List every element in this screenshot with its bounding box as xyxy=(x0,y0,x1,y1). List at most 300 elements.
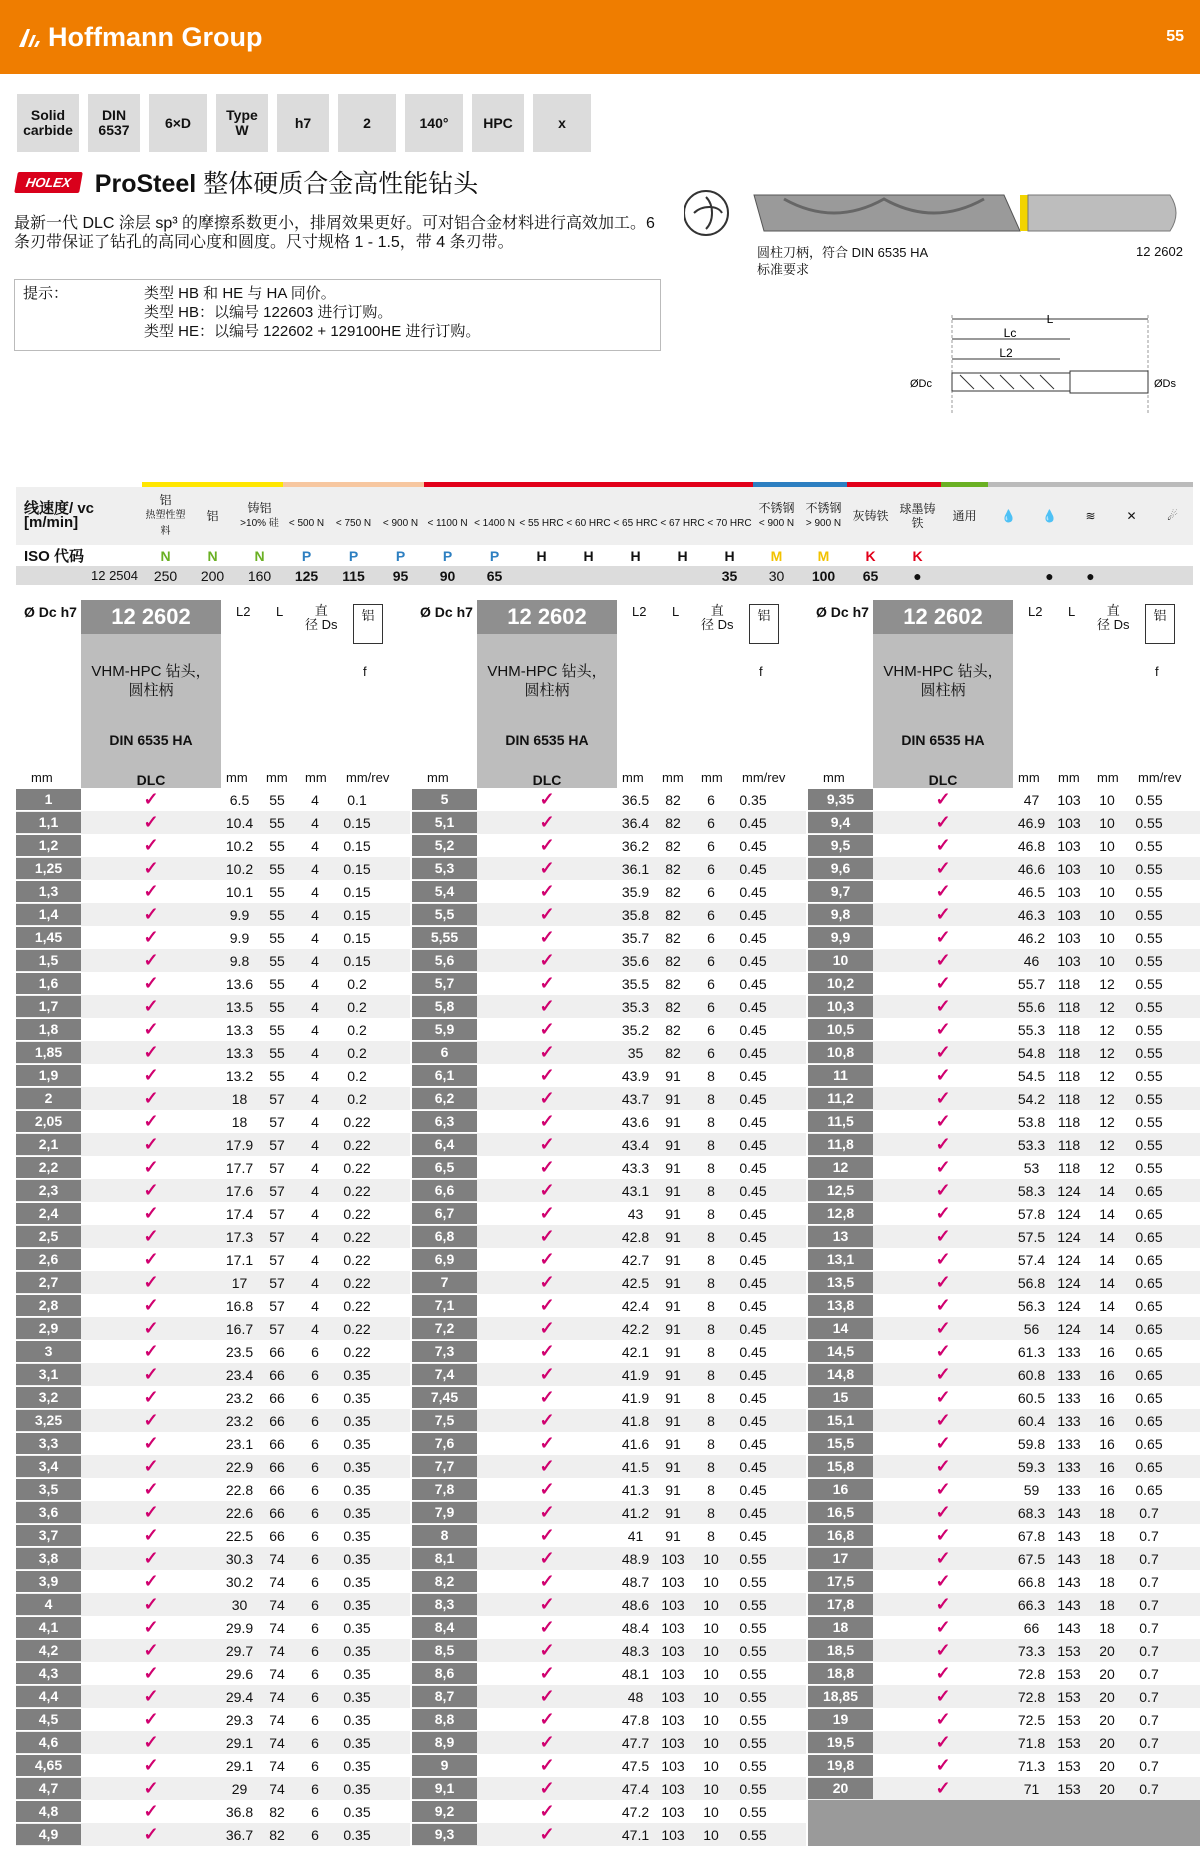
ds-cell: 12 xyxy=(1099,1159,1115,1176)
feed-cell: 0.7 xyxy=(1139,1757,1159,1774)
diameter-cell: 6,7 xyxy=(412,1203,477,1224)
table-row xyxy=(808,1639,1200,1662)
l2-cell: 17.9 xyxy=(225,1136,254,1153)
feed-cell: 0.55 xyxy=(739,1803,767,1820)
table-row xyxy=(808,1179,1200,1202)
ds-cell: 10 xyxy=(1099,837,1115,854)
l-cell: 118 xyxy=(1057,1136,1081,1153)
table-row xyxy=(412,1340,806,1363)
diameter-cell: 19,5 xyxy=(808,1732,873,1753)
l2-cell: 10.4 xyxy=(225,814,254,831)
diameter-cell: 5,6 xyxy=(412,950,477,971)
feed-cell: 0.22 xyxy=(343,1205,371,1222)
feed-cell: 0.7 xyxy=(1139,1550,1159,1567)
coating-label: DLC xyxy=(873,772,1013,788)
col-f: f xyxy=(759,664,763,679)
feed-cell: 0.7 xyxy=(1139,1642,1159,1659)
feed-cell: 0.22 xyxy=(343,1274,371,1291)
l-cell: 103 xyxy=(1057,860,1081,877)
l-cell: 153 xyxy=(1057,1734,1081,1751)
table-row xyxy=(412,1593,806,1616)
product-table-block xyxy=(16,600,410,1844)
diameter-cell: 3,7 xyxy=(16,1525,81,1546)
intro-text: 最新一代 DLC 涂层 sp³ 的摩擦系数更小，排屑效果更好。可对铝合金材料进行高效加工。6 条刃带保证了钻孔的高同心度和圆度。尺寸规格 1 - 1.5，带 4 条刃带。 xyxy=(14,215,655,251)
diameter-cell: 18,5 xyxy=(808,1640,873,1661)
l-cell: 74 xyxy=(269,1596,285,1613)
table-row xyxy=(412,1662,806,1685)
available-check-icon: ✓ xyxy=(143,1387,159,1407)
diameter-cell: 15,1 xyxy=(808,1410,873,1431)
l2-cell: 53 xyxy=(1023,1159,1040,1176)
table-row xyxy=(16,972,410,995)
diameter-cell: 4,1 xyxy=(16,1617,81,1638)
table-row xyxy=(16,880,410,903)
l2-cell: 41.9 xyxy=(621,1389,650,1406)
l-cell: 124 xyxy=(1057,1320,1081,1337)
diameter-cell: 3,9 xyxy=(16,1571,81,1592)
feed-cell: 0.2 xyxy=(347,1021,367,1038)
feature-badge: DIN 6537 xyxy=(88,94,140,152)
l-cell: 153 xyxy=(1057,1711,1081,1728)
diameter-cell: 12,5 xyxy=(808,1180,873,1201)
available-check-icon: ✓ xyxy=(539,1088,555,1108)
l2-cell: 10.2 xyxy=(225,860,254,877)
ds-cell: 10 xyxy=(1099,929,1115,946)
ds-cell: 6 xyxy=(707,906,715,923)
available-check-icon: ✓ xyxy=(539,1226,555,1246)
ds-cell: 6 xyxy=(311,1435,319,1452)
iso-code: H xyxy=(630,547,641,564)
iso-code: M xyxy=(770,547,783,564)
ds-cell: 4 xyxy=(311,791,319,808)
feed-cell: 0.45 xyxy=(739,1435,767,1452)
available-check-icon: ✓ xyxy=(539,1180,555,1200)
col-l: L xyxy=(276,604,284,619)
l-cell: 82 xyxy=(665,791,681,808)
iso-code: N xyxy=(207,547,218,564)
diameter-cell: 10,8 xyxy=(808,1042,873,1063)
l-cell: 124 xyxy=(1057,1182,1081,1199)
diameter-cell: 9,3 xyxy=(412,1824,477,1845)
col-l: L xyxy=(1068,604,1076,619)
page-header xyxy=(0,0,1200,74)
diameter-cell: 8,2 xyxy=(412,1571,477,1592)
iso-code: P xyxy=(442,547,453,564)
table-row xyxy=(16,1271,410,1294)
feed-cell: 0.65 xyxy=(1135,1182,1163,1199)
feed-cell: 0.7 xyxy=(1139,1734,1159,1751)
table-row xyxy=(412,1777,806,1800)
feed-cell: 0.55 xyxy=(739,1665,767,1682)
l-cell: 55 xyxy=(269,952,285,969)
ds-cell: 4 xyxy=(311,860,319,877)
l-cell: 66 xyxy=(269,1389,285,1406)
l-cell: 91 xyxy=(665,1090,681,1107)
l-cell: 103 xyxy=(1057,837,1081,854)
diameter-cell: 17,8 xyxy=(808,1594,873,1615)
feed-cell: 0.22 xyxy=(343,1136,371,1153)
table-row xyxy=(808,1800,1200,1823)
table-row xyxy=(16,1018,410,1041)
l-cell: 91 xyxy=(665,1297,681,1314)
l-cell: 74 xyxy=(269,1688,285,1705)
feed-cell: 0.45 xyxy=(739,1044,767,1061)
l-cell: 82 xyxy=(269,1803,285,1820)
l2-cell: 43.9 xyxy=(621,1067,650,1084)
l-cell: 103 xyxy=(661,1711,685,1728)
l-cell: 91 xyxy=(665,1274,681,1291)
table-row xyxy=(16,1731,410,1754)
l2-cell: 60.5 xyxy=(1017,1389,1046,1406)
ds-cell: 8 xyxy=(707,1182,715,1199)
diameter-cell: 4,7 xyxy=(16,1778,81,1799)
available-check-icon: ✓ xyxy=(143,1180,159,1200)
diameter-cell: 10,3 xyxy=(808,996,873,1017)
col-f: f xyxy=(1155,664,1159,679)
hoffmann-logo-icon xyxy=(16,25,42,51)
table-row xyxy=(412,1685,806,1708)
diameter-cell: 13,5 xyxy=(808,1272,873,1293)
diameter-cell: 9,9 xyxy=(808,927,873,948)
l-cell: 143 xyxy=(1057,1619,1081,1636)
l-cell: 57 xyxy=(269,1205,285,1222)
table-row xyxy=(16,1156,410,1179)
dc-label: Ø Dc h7 xyxy=(24,604,77,620)
ds-cell: 4 xyxy=(311,1205,319,1222)
diameter-cell: 5,9 xyxy=(412,1019,477,1040)
diameter-cell: 9,5 xyxy=(808,835,873,856)
unit-l2: mm xyxy=(622,770,644,785)
l2-cell: 23.4 xyxy=(225,1366,254,1383)
available-check-icon: ✓ xyxy=(935,1732,951,1752)
table-row xyxy=(808,1501,1200,1524)
l2-cell: 59.8 xyxy=(1017,1435,1046,1452)
l-cell: 91 xyxy=(665,1228,681,1245)
table-row xyxy=(412,1248,806,1271)
l2-cell: 59.3 xyxy=(1017,1458,1046,1475)
available-check-icon: ✓ xyxy=(143,835,159,855)
material-col-label: 不锈钢 < 900 N xyxy=(753,487,800,545)
ds-cell: 6 xyxy=(311,1458,319,1475)
unit-ds: mm xyxy=(1097,770,1119,785)
l2-cell: 43.3 xyxy=(621,1159,650,1176)
ds-cell: 12 xyxy=(1099,1090,1115,1107)
l-cell: 91 xyxy=(665,1412,681,1429)
l2-cell: 35.8 xyxy=(621,906,650,923)
available-check-icon: ✓ xyxy=(143,973,159,993)
diameter-cell: 6,5 xyxy=(412,1157,477,1178)
l-cell: 143 xyxy=(1057,1504,1081,1521)
unit-f: mm/rev xyxy=(346,770,390,785)
feed-cell: 0.35 xyxy=(343,1435,371,1452)
l2-cell: 54.8 xyxy=(1017,1044,1046,1061)
available-check-icon: ✓ xyxy=(143,1709,159,1729)
table-row xyxy=(412,1731,806,1754)
ds-cell: 20 xyxy=(1099,1642,1115,1659)
l-cell: 74 xyxy=(269,1780,285,1797)
feed-cell: 0.45 xyxy=(739,860,767,877)
l-cell: 91 xyxy=(665,1159,681,1176)
l-cell: 103 xyxy=(661,1596,685,1613)
feed-cell: 0.22 xyxy=(343,1251,371,1268)
feed-cell: 0.22 xyxy=(343,1228,371,1245)
available-check-icon: ✓ xyxy=(143,1617,159,1637)
feed-cell: 0.45 xyxy=(739,1320,767,1337)
l-cell: 55 xyxy=(269,975,285,992)
l-cell: 57 xyxy=(269,1182,285,1199)
article-code: 12 2602 xyxy=(477,600,617,634)
speed-value: 35 xyxy=(706,566,753,585)
unit-ds: mm xyxy=(701,770,723,785)
unit-dc: mm xyxy=(31,770,53,785)
brand-logo xyxy=(16,22,262,53)
feed-cell: 0.55 xyxy=(1135,1113,1163,1130)
diameter-cell: 2,3 xyxy=(16,1180,81,1201)
diameter-cell: 13,1 xyxy=(808,1249,873,1270)
available-check-icon: ✓ xyxy=(539,812,555,832)
iso-label: ISO 代码 xyxy=(24,548,85,565)
l2-cell: 30.2 xyxy=(225,1573,254,1590)
feed-cell: 0.45 xyxy=(739,1274,767,1291)
feed-cell: 0.55 xyxy=(1135,1090,1163,1107)
table-row xyxy=(412,880,806,903)
ds-cell: 4 xyxy=(311,1274,319,1291)
l-cell: 118 xyxy=(1057,975,1081,992)
feed-cell: 0.35 xyxy=(343,1527,371,1544)
l2-cell: 41.8 xyxy=(621,1412,650,1429)
diameter-cell: 2,5 xyxy=(16,1226,81,1247)
l-cell: 91 xyxy=(665,1182,681,1199)
ds-cell: 16 xyxy=(1099,1343,1115,1360)
feed-cell: 0.65 xyxy=(1135,1274,1163,1291)
ds-cell: 16 xyxy=(1099,1412,1115,1429)
l2-cell: 29.9 xyxy=(225,1619,254,1636)
diameter-cell: 6,6 xyxy=(412,1180,477,1201)
dc-label: Ø Dc h7 xyxy=(420,604,473,620)
brand-name: Hoffmann Group xyxy=(48,22,263,52)
l-cell: 74 xyxy=(269,1619,285,1636)
ds-cell: 6 xyxy=(707,1044,715,1061)
l2-cell: 41.2 xyxy=(621,1504,650,1521)
l2-cell: 72.8 xyxy=(1017,1688,1046,1705)
diameter-cell: 1,85 xyxy=(16,1042,81,1063)
l2-cell: 41 xyxy=(627,1527,644,1544)
ds-cell: 10 xyxy=(703,1688,719,1705)
table-row xyxy=(412,788,806,811)
feed-cell: 0.55 xyxy=(1135,929,1163,946)
ds-cell: 10 xyxy=(1099,952,1115,969)
l-cell: 103 xyxy=(1057,883,1081,900)
diameter-cell: 1,7 xyxy=(16,996,81,1017)
available-check-icon: ✓ xyxy=(539,1663,555,1683)
diameter-cell: 9,8 xyxy=(808,904,873,925)
speed-value xyxy=(941,566,988,585)
available-check-icon: ✓ xyxy=(539,1341,555,1361)
iso-code xyxy=(941,545,988,566)
ds-cell: 8 xyxy=(707,1251,715,1268)
available-check-icon: ✓ xyxy=(143,1318,159,1338)
table-row xyxy=(808,1777,1200,1800)
feature-badges xyxy=(17,94,591,152)
table-row xyxy=(412,1156,806,1179)
feed-cell: 0.15 xyxy=(343,929,371,946)
product-table-block xyxy=(412,600,806,1844)
l-cell: 55 xyxy=(269,837,285,854)
feed-cell: 0.45 xyxy=(739,929,767,946)
table-row xyxy=(16,811,410,834)
diameter-cell: 7,45 xyxy=(412,1387,477,1408)
available-check-icon: ✓ xyxy=(935,950,951,970)
l2-cell: 73.3 xyxy=(1017,1642,1046,1659)
article-desc: VHM-HPC 钻头， 圆柱柄 xyxy=(487,663,607,699)
feed-cell: 0.55 xyxy=(1135,906,1163,923)
table-row xyxy=(808,1225,1200,1248)
available-check-icon: ✓ xyxy=(143,996,159,1016)
available-check-icon: ✓ xyxy=(935,1249,951,1269)
diameter-cell: 2,6 xyxy=(16,1249,81,1270)
available-check-icon: ✓ xyxy=(143,1502,159,1522)
ds-cell: 6 xyxy=(311,1757,319,1774)
l2-cell: 35.3 xyxy=(621,998,650,1015)
feed-cell: 0.7 xyxy=(1139,1688,1159,1705)
dim-Dc: ØDc xyxy=(910,378,932,390)
col-ds: 直 径 Ds xyxy=(1097,603,1130,632)
table-row xyxy=(412,1524,806,1547)
block-header xyxy=(412,600,806,788)
l2-cell: 46.6 xyxy=(1017,860,1046,877)
ds-cell: 6 xyxy=(707,791,715,808)
ds-cell: 4 xyxy=(311,906,319,923)
material-col-label: 铝 热塑性塑料 xyxy=(142,487,189,545)
iso-code: P xyxy=(489,547,500,564)
available-check-icon: ✓ xyxy=(935,1387,951,1407)
feed-cell: 0.35 xyxy=(343,1757,371,1774)
l2-cell: 42.4 xyxy=(621,1297,650,1314)
l2-cell: 36.7 xyxy=(225,1826,254,1843)
feed-cell: 0.55 xyxy=(739,1711,767,1728)
table-row xyxy=(808,1110,1200,1133)
ds-cell: 10 xyxy=(1099,814,1115,831)
table-row xyxy=(16,1570,410,1593)
ds-cell: 10 xyxy=(703,1757,719,1774)
table-row xyxy=(412,1501,806,1524)
available-check-icon: ✓ xyxy=(935,904,951,924)
title-row xyxy=(16,164,478,200)
ds-cell: 4 xyxy=(311,1182,319,1199)
feature-badge: 140° xyxy=(405,94,463,152)
feature-badge: h7 xyxy=(277,94,329,152)
material-col-label: < 1100 N xyxy=(424,487,471,545)
table-row xyxy=(412,1202,806,1225)
diameter-cell: 7 xyxy=(412,1272,477,1293)
diameter-cell: 4,4 xyxy=(16,1686,81,1707)
feed-cell: 0.45 xyxy=(739,1159,767,1176)
diameter-cell: 8,1 xyxy=(412,1548,477,1569)
diameter-cell: 11 xyxy=(808,1065,873,1086)
diameter-cell: 2,7 xyxy=(16,1272,81,1293)
available-check-icon: ✓ xyxy=(539,1732,555,1752)
product-table-block xyxy=(808,600,1200,1798)
col-ds: 直 径 Ds xyxy=(305,603,338,632)
l2-cell: 43 xyxy=(627,1205,644,1222)
table-row xyxy=(808,1386,1200,1409)
table-row xyxy=(16,1340,410,1363)
table-row xyxy=(808,972,1200,995)
ds-cell: 8 xyxy=(707,1205,715,1222)
table-row xyxy=(412,1133,806,1156)
l2-cell: 10.1 xyxy=(225,883,254,900)
iso-code: K xyxy=(912,547,923,564)
spray-icon: ≋ xyxy=(1070,487,1111,545)
feed-cell: 0.65 xyxy=(1135,1228,1163,1245)
l-cell: 91 xyxy=(665,1205,681,1222)
diameter-cell: 6,3 xyxy=(412,1111,477,1132)
l2-cell: 42.5 xyxy=(621,1274,650,1291)
lub-value: ● xyxy=(1070,566,1111,585)
l2-cell: 36.4 xyxy=(621,814,650,831)
table-row xyxy=(808,1547,1200,1570)
drill-illustration xyxy=(684,187,1184,247)
diameter-cell: 7,5 xyxy=(412,1410,477,1431)
available-check-icon: ✓ xyxy=(143,1203,159,1223)
diameter-cell: 2,8 xyxy=(16,1295,81,1316)
available-check-icon: ✓ xyxy=(539,1801,555,1821)
available-check-icon: ✓ xyxy=(539,1318,555,1338)
table-row xyxy=(412,1041,806,1064)
l-cell: 153 xyxy=(1057,1757,1081,1774)
feed-cell: 0.55 xyxy=(1135,1044,1163,1061)
l2-cell: 35.5 xyxy=(621,975,650,992)
available-check-icon: ✓ xyxy=(935,881,951,901)
table-row xyxy=(16,1478,410,1501)
feed-cell: 0.35 xyxy=(343,1550,371,1567)
l-cell: 118 xyxy=(1057,1067,1081,1084)
l2-cell: 17.3 xyxy=(225,1228,254,1245)
feed-cell: 0.45 xyxy=(739,1205,767,1222)
diameter-cell: 15 xyxy=(808,1387,873,1408)
diameter-cell: 9,2 xyxy=(412,1801,477,1822)
feed-cell: 0.2 xyxy=(347,1090,367,1107)
feature-badge: 2 xyxy=(338,94,396,152)
speed-value: 30 xyxy=(753,566,800,585)
l2-cell: 60.8 xyxy=(1017,1366,1046,1383)
l2-cell: 46.3 xyxy=(1017,906,1046,923)
feed-cell: 0.35 xyxy=(343,1458,371,1475)
diameter-cell: 16,8 xyxy=(808,1525,873,1546)
table-row xyxy=(808,1570,1200,1593)
table-row xyxy=(16,926,410,949)
l2-cell: 29.6 xyxy=(225,1665,254,1682)
l2-cell: 43.6 xyxy=(621,1113,650,1130)
l-cell: 133 xyxy=(1057,1481,1081,1498)
l2-cell: 30 xyxy=(231,1596,248,1613)
table-row xyxy=(16,1685,410,1708)
l-cell: 91 xyxy=(665,1527,681,1544)
l-cell: 55 xyxy=(269,791,285,808)
table-row xyxy=(808,1363,1200,1386)
diameter-cell: 7,4 xyxy=(412,1364,477,1385)
diameter-cell: 1,8 xyxy=(16,1019,81,1040)
feed-cell: 0.55 xyxy=(739,1550,767,1567)
iso-code: P xyxy=(395,547,406,564)
ds-cell: 6 xyxy=(707,998,715,1015)
ds-cell: 8 xyxy=(707,1481,715,1498)
table-row xyxy=(808,1271,1200,1294)
ds-cell: 6 xyxy=(707,860,715,877)
feed-cell: 0.55 xyxy=(1135,837,1163,854)
ds-cell: 4 xyxy=(311,929,319,946)
feed-cell: 0.45 xyxy=(739,975,767,992)
